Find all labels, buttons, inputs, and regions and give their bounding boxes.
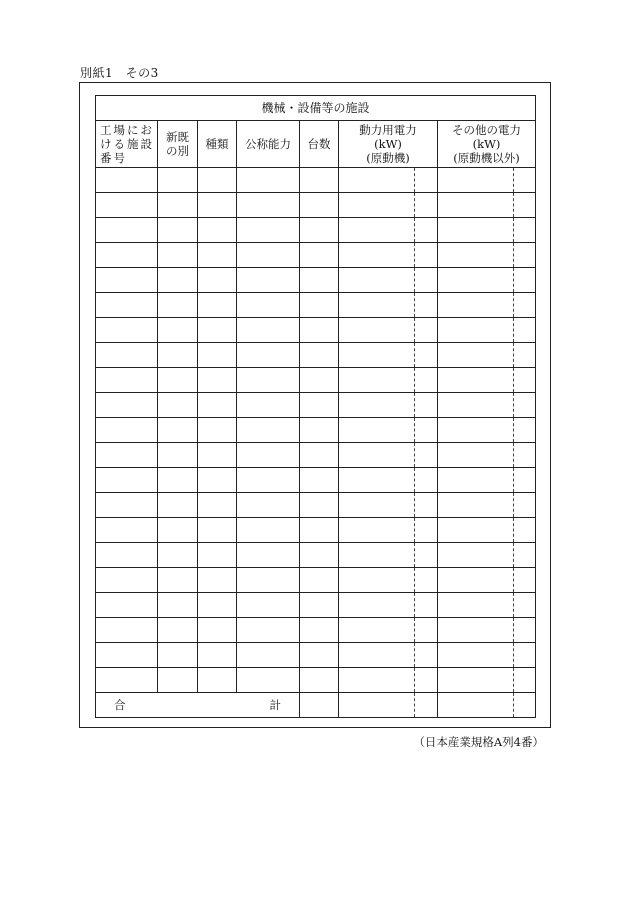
power-decimal-cell[interactable]	[415, 468, 438, 493]
other-cell[interactable]	[438, 293, 514, 318]
power-decimal-cell[interactable]	[415, 418, 438, 443]
new-existing-cell[interactable]	[158, 493, 198, 518]
unit-count-cell[interactable]	[300, 218, 339, 243]
type-cell[interactable]	[198, 468, 237, 493]
facility-number-cell[interactable]	[96, 543, 158, 568]
other-decimal-cell[interactable]	[514, 218, 536, 243]
header-other-line1: その他の電力	[452, 123, 522, 137]
unit-count-cell[interactable]	[300, 393, 339, 418]
header-other-line3: (原動機以外)	[453, 151, 520, 165]
power-cell[interactable]	[339, 318, 415, 343]
other-cell[interactable]	[438, 193, 514, 218]
unit-count-cell[interactable]	[300, 593, 339, 618]
facility-number-cell[interactable]	[96, 468, 158, 493]
other-decimal-cell[interactable]	[514, 293, 536, 318]
new-existing-cell[interactable]	[158, 393, 198, 418]
power-cell[interactable]	[339, 218, 415, 243]
other-cell[interactable]	[438, 318, 514, 343]
table-row	[96, 368, 536, 393]
new-existing-cell[interactable]	[158, 268, 198, 293]
header-facility-number: 工場における施設番号	[96, 121, 158, 168]
nominal-capacity-cell[interactable]	[237, 518, 300, 543]
table-body	[96, 168, 536, 718]
table-row	[96, 168, 536, 193]
type-cell[interactable]	[198, 418, 237, 443]
nominal-capacity-cell[interactable]	[237, 593, 300, 618]
type-cell[interactable]	[198, 543, 237, 568]
new-existing-cell[interactable]	[158, 418, 198, 443]
nominal-capacity-cell[interactable]	[237, 168, 300, 193]
facility-number-cell[interactable]	[96, 318, 158, 343]
new-existing-cell[interactable]	[158, 468, 198, 493]
nominal-capacity-cell[interactable]	[237, 643, 300, 668]
new-existing-cell[interactable]	[158, 193, 198, 218]
other-cell[interactable]	[438, 443, 514, 468]
unit-count-cell[interactable]	[300, 268, 339, 293]
nominal-capacity-cell[interactable]	[237, 668, 300, 693]
other-cell[interactable]	[438, 168, 514, 193]
table-row	[96, 218, 536, 243]
other-decimal-cell[interactable]	[514, 668, 536, 693]
unit-count-cell[interactable]	[300, 468, 339, 493]
new-existing-cell[interactable]	[158, 168, 198, 193]
other-cell[interactable]	[438, 268, 514, 293]
other-cell[interactable]	[438, 518, 514, 543]
nominal-capacity-cell[interactable]	[237, 443, 300, 468]
power-decimal-cell[interactable]	[415, 393, 438, 418]
power-cell[interactable]	[339, 618, 415, 643]
power-cell[interactable]	[339, 368, 415, 393]
header-power-electricity	[339, 121, 438, 168]
type-cell[interactable]	[198, 168, 237, 193]
new-existing-cell[interactable]	[158, 218, 198, 243]
power-cell[interactable]	[339, 418, 415, 443]
table-row	[96, 568, 536, 593]
nominal-capacity-cell[interactable]	[237, 418, 300, 443]
total-power-decimal-cell[interactable]	[415, 693, 438, 718]
type-cell[interactable]	[198, 443, 237, 468]
facility-number-cell[interactable]	[96, 193, 158, 218]
other-cell[interactable]	[438, 618, 514, 643]
other-decimal-cell[interactable]	[514, 168, 536, 193]
other-decimal-cell[interactable]	[514, 518, 536, 543]
header-new-existing-line2: の別	[166, 144, 189, 158]
table-row	[96, 518, 536, 543]
table-row	[96, 243, 536, 268]
other-decimal-cell[interactable]	[514, 618, 536, 643]
table-row	[96, 318, 536, 343]
table-row	[96, 543, 536, 568]
header-type: 種類	[198, 121, 237, 168]
facility-number-cell[interactable]	[96, 343, 158, 368]
new-existing-cell[interactable]	[158, 543, 198, 568]
nominal-capacity-cell[interactable]	[237, 543, 300, 568]
unit-count-cell[interactable]	[300, 518, 339, 543]
nominal-capacity-cell[interactable]	[237, 468, 300, 493]
header-unit-count: 台数	[300, 121, 339, 168]
facility-number-cell[interactable]	[96, 493, 158, 518]
unit-count-cell[interactable]	[300, 493, 339, 518]
document-label: 別紙1 その3	[80, 66, 159, 80]
type-cell[interactable]	[198, 393, 237, 418]
power-decimal-cell[interactable]	[415, 293, 438, 318]
other-cell[interactable]	[438, 543, 514, 568]
power-cell[interactable]	[339, 593, 415, 618]
power-decimal-cell[interactable]	[415, 668, 438, 693]
power-decimal-cell[interactable]	[415, 368, 438, 393]
other-decimal-cell[interactable]	[514, 343, 536, 368]
total-label-right: 計	[269, 698, 281, 712]
other-decimal-cell[interactable]	[514, 443, 536, 468]
new-existing-cell[interactable]	[158, 443, 198, 468]
header-power-line2: (kW)	[374, 137, 402, 151]
table-row	[96, 268, 536, 293]
facility-number-cell[interactable]	[96, 668, 158, 693]
table-row	[96, 618, 536, 643]
type-cell[interactable]	[198, 593, 237, 618]
power-decimal-cell[interactable]	[415, 168, 438, 193]
other-decimal-cell[interactable]	[514, 568, 536, 593]
nominal-capacity-cell[interactable]	[237, 493, 300, 518]
new-existing-cell[interactable]	[158, 668, 198, 693]
total-power-cell[interactable]	[339, 693, 415, 718]
type-cell[interactable]	[198, 293, 237, 318]
power-decimal-cell[interactable]	[415, 443, 438, 468]
new-existing-cell[interactable]	[158, 343, 198, 368]
unit-count-cell[interactable]	[300, 343, 339, 368]
power-cell[interactable]	[339, 643, 415, 668]
other-decimal-cell[interactable]	[514, 468, 536, 493]
other-cell[interactable]	[438, 418, 514, 443]
total-unit-count-cell[interactable]	[300, 693, 339, 718]
new-existing-cell[interactable]	[158, 293, 198, 318]
table-row	[96, 393, 536, 418]
power-decimal-cell[interactable]	[415, 643, 438, 668]
other-decimal-cell[interactable]	[514, 493, 536, 518]
unit-count-cell[interactable]	[300, 193, 339, 218]
power-decimal-cell[interactable]	[415, 243, 438, 268]
nominal-capacity-cell[interactable]	[237, 568, 300, 593]
unit-count-cell[interactable]	[300, 168, 339, 193]
other-decimal-cell[interactable]	[514, 268, 536, 293]
nominal-capacity-cell[interactable]	[237, 343, 300, 368]
table-row	[96, 443, 536, 468]
facility-number-cell[interactable]	[96, 268, 158, 293]
nominal-capacity-cell[interactable]	[237, 618, 300, 643]
facility-number-cell[interactable]	[96, 368, 158, 393]
other-decimal-cell[interactable]	[514, 418, 536, 443]
power-cell[interactable]	[339, 293, 415, 318]
type-cell[interactable]	[198, 268, 237, 293]
new-existing-cell[interactable]	[158, 618, 198, 643]
header-power-line1: 動力用電力	[359, 123, 417, 137]
new-existing-cell[interactable]	[158, 568, 198, 593]
other-decimal-cell[interactable]	[514, 543, 536, 568]
header-power-line3: (原動機)	[366, 151, 410, 165]
nominal-capacity-cell[interactable]	[237, 268, 300, 293]
other-decimal-cell[interactable]	[514, 593, 536, 618]
power-decimal-cell[interactable]	[415, 618, 438, 643]
power-cell[interactable]	[339, 243, 415, 268]
nominal-capacity-cell[interactable]	[237, 318, 300, 343]
unit-count-cell[interactable]	[300, 293, 339, 318]
power-decimal-cell[interactable]	[415, 268, 438, 293]
power-decimal-cell[interactable]	[415, 568, 438, 593]
unit-count-cell[interactable]	[300, 368, 339, 393]
other-cell[interactable]	[438, 568, 514, 593]
power-decimal-cell[interactable]	[415, 193, 438, 218]
facility-form-table	[95, 95, 536, 718]
power-cell[interactable]	[339, 168, 415, 193]
other-cell[interactable]	[438, 343, 514, 368]
facility-number-cell[interactable]	[96, 443, 158, 468]
table-row	[96, 293, 536, 318]
other-decimal-cell[interactable]	[514, 393, 536, 418]
new-existing-cell[interactable]	[158, 368, 198, 393]
type-cell[interactable]	[198, 318, 237, 343]
other-decimal-cell[interactable]	[514, 368, 536, 393]
new-existing-cell[interactable]	[158, 243, 198, 268]
other-cell[interactable]	[438, 368, 514, 393]
facility-number-cell[interactable]	[96, 243, 158, 268]
other-cell[interactable]	[438, 243, 514, 268]
other-cell[interactable]	[438, 468, 514, 493]
table-row	[96, 593, 536, 618]
type-cell[interactable]	[198, 193, 237, 218]
unit-count-cell[interactable]	[300, 643, 339, 668]
facility-number-cell[interactable]	[96, 418, 158, 443]
new-existing-cell[interactable]	[158, 593, 198, 618]
type-cell[interactable]	[198, 343, 237, 368]
type-cell[interactable]	[198, 568, 237, 593]
type-cell[interactable]	[198, 218, 237, 243]
facility-number-cell[interactable]	[96, 293, 158, 318]
unit-count-cell[interactable]	[300, 568, 339, 593]
other-decimal-cell[interactable]	[514, 318, 536, 343]
power-decimal-cell[interactable]	[415, 593, 438, 618]
type-cell[interactable]	[198, 668, 237, 693]
new-existing-cell[interactable]	[158, 518, 198, 543]
total-other-cell[interactable]	[438, 693, 514, 718]
table-row	[96, 493, 536, 518]
unit-count-cell[interactable]	[300, 243, 339, 268]
power-decimal-cell[interactable]	[415, 493, 438, 518]
facility-number-cell[interactable]	[96, 168, 158, 193]
total-label-cell	[96, 693, 300, 718]
type-cell[interactable]	[198, 618, 237, 643]
other-cell[interactable]	[438, 643, 514, 668]
type-cell[interactable]	[198, 518, 237, 543]
new-existing-cell[interactable]	[158, 318, 198, 343]
new-existing-cell[interactable]	[158, 643, 198, 668]
power-decimal-cell[interactable]	[415, 518, 438, 543]
header-other-electricity	[438, 121, 536, 168]
total-row	[96, 693, 536, 718]
table-row	[96, 193, 536, 218]
table-row	[96, 418, 536, 443]
nominal-capacity-cell[interactable]	[237, 193, 300, 218]
type-cell[interactable]	[198, 493, 237, 518]
header-nominal-capacity: 公称能力	[237, 121, 300, 168]
power-decimal-cell[interactable]	[415, 343, 438, 368]
nominal-capacity-cell[interactable]	[237, 368, 300, 393]
type-cell[interactable]	[198, 368, 237, 393]
table-title: 機械・設備等の施設	[96, 96, 536, 121]
header-new-existing	[158, 121, 198, 168]
table-row	[96, 668, 536, 693]
facility-number-cell[interactable]	[96, 643, 158, 668]
table-row	[96, 468, 536, 493]
footer-note: （日本産業規格A列4番）	[413, 735, 544, 749]
power-cell[interactable]	[339, 493, 415, 518]
other-decimal-cell[interactable]	[514, 643, 536, 668]
unit-count-cell[interactable]	[300, 668, 339, 693]
unit-count-cell[interactable]	[300, 543, 339, 568]
power-cell[interactable]	[339, 393, 415, 418]
unit-count-cell[interactable]	[300, 418, 339, 443]
unit-count-cell[interactable]	[300, 618, 339, 643]
type-cell[interactable]	[198, 243, 237, 268]
facility-number-cell[interactable]	[96, 218, 158, 243]
table-row	[96, 643, 536, 668]
facility-number-cell[interactable]	[96, 593, 158, 618]
nominal-capacity-cell[interactable]	[237, 218, 300, 243]
power-cell[interactable]	[339, 468, 415, 493]
power-decimal-cell[interactable]	[415, 543, 438, 568]
power-cell[interactable]	[339, 443, 415, 468]
header-new-existing-line1: 新既	[166, 130, 189, 144]
power-cell[interactable]	[339, 518, 415, 543]
facility-number-cell[interactable]	[96, 568, 158, 593]
type-cell[interactable]	[198, 643, 237, 668]
table-row	[96, 343, 536, 368]
other-cell[interactable]	[438, 218, 514, 243]
unit-count-cell[interactable]	[300, 443, 339, 468]
facility-number-cell[interactable]	[96, 393, 158, 418]
facility-number-cell[interactable]	[96, 518, 158, 543]
other-cell[interactable]	[438, 493, 514, 518]
other-cell[interactable]	[438, 393, 514, 418]
power-decimal-cell[interactable]	[415, 218, 438, 243]
power-cell[interactable]	[339, 343, 415, 368]
power-cell[interactable]	[339, 268, 415, 293]
other-decimal-cell[interactable]	[514, 243, 536, 268]
unit-count-cell[interactable]	[300, 318, 339, 343]
total-label-left: 合	[114, 698, 126, 712]
total-other-decimal-cell[interactable]	[514, 693, 536, 718]
other-decimal-cell[interactable]	[514, 193, 536, 218]
power-cell[interactable]	[339, 568, 415, 593]
power-cell[interactable]	[339, 193, 415, 218]
other-cell[interactable]	[438, 668, 514, 693]
power-cell[interactable]	[339, 668, 415, 693]
facility-number-cell[interactable]	[96, 618, 158, 643]
nominal-capacity-cell[interactable]	[237, 243, 300, 268]
power-cell[interactable]	[339, 543, 415, 568]
header-other-line2: (kW)	[472, 137, 501, 151]
power-decimal-cell[interactable]	[415, 318, 438, 343]
nominal-capacity-cell[interactable]	[237, 293, 300, 318]
other-cell[interactable]	[438, 593, 514, 618]
nominal-capacity-cell[interactable]	[237, 393, 300, 418]
